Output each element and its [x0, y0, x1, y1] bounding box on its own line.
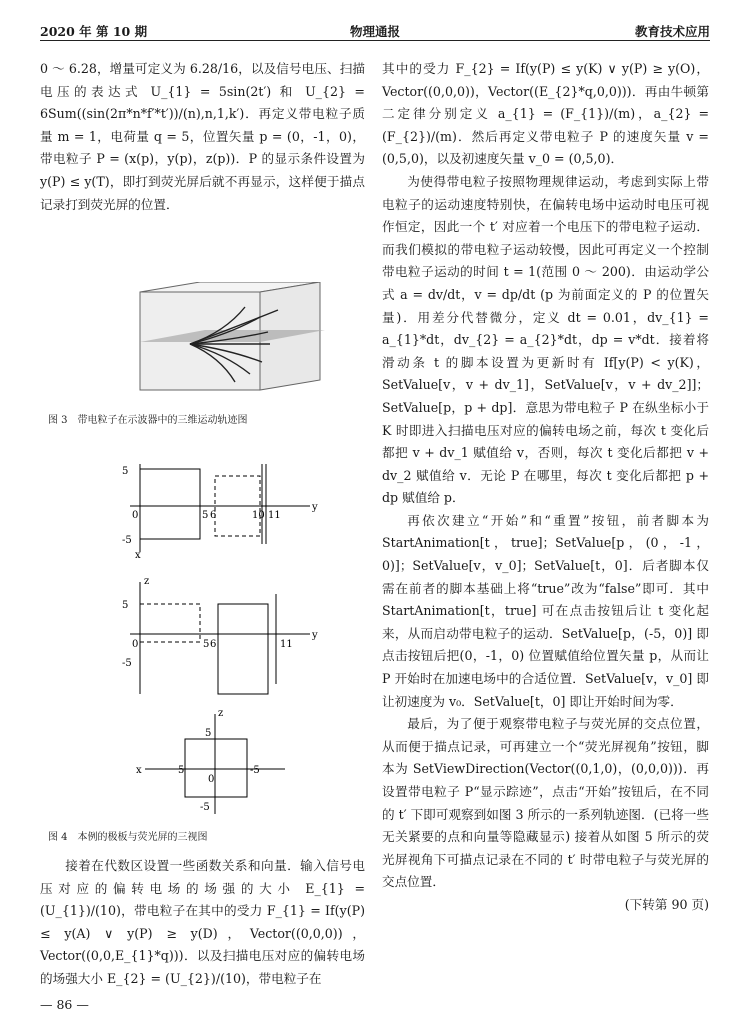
paragraph: 为使得带电粒子按照物理规律运动，考虑到实际上带电粒子的运动速度特别快，在偏转电场中运动时电压可视作恒定，因此一个 t′ 对应着一个电压下的带电粒子运动．而我们模拟的带电粒子运动较慢，因此可再定义一个控制带电粒子运动的时间 t = 1(范围 0 ～ 200)．由运动学公式 a = dv/dt，v = dp/dt (p 为前面定义的 P 的位置矢量)．用差分代替微分，定义 dt = 0.01，dv_{1} = a_{1}*dt，dv_{2} = a_{2}*dt，dp = v*dt．接着将滑动条 t 的脚本设置为更新时有 If[y(P) < y(K)，SetValue[v，v + dv_1]，SetValue[v，v + dv_2]]；SetValue[p，p + dp]．意思为带电粒子 P 在纵坐标小于 K 时即进入扫描电压对应的偏转电场之前，每次 t 变化后都把 v + dv_1 赋值给 v，否则，每次 t 变化后都把 v + dv_2 赋值给 v．无论 P 在哪里，每次 t 变化后都把 p + dp 赋值给 p．	[382, 173, 709, 506]
svg-text:-5: -5	[122, 535, 132, 546]
svg-text:z: z	[144, 576, 150, 587]
svg-text:x: x	[136, 765, 142, 776]
journal-issue: 2020 年 第 10 期	[40, 24, 148, 39]
svg-text:0: 0	[132, 510, 139, 521]
svg-text:5: 5	[122, 600, 129, 611]
side-view	[122, 576, 318, 694]
svg-text:y: y	[312, 502, 318, 513]
svg-text:0: 0	[208, 774, 215, 785]
svg-text:y: y	[312, 630, 318, 641]
figure-4-caption: 图 4 本例的极板与荧光屏的三视图	[48, 832, 208, 843]
oscilloscope-3d-trajectory	[40, 282, 365, 407]
top-view	[122, 464, 318, 561]
svg-text:x: x	[135, 550, 141, 561]
figure-4	[40, 444, 365, 849]
svg-text:11: 11	[280, 639, 293, 650]
right-column	[382, 58, 709, 917]
svg-text:11: 11	[268, 510, 281, 521]
svg-text:z: z	[218, 708, 224, 719]
svg-text:0: 0	[132, 639, 139, 650]
svg-text:-5: -5	[122, 658, 132, 669]
svg-text:6: 6	[210, 510, 217, 521]
svg-text:6: 6	[210, 639, 217, 650]
svg-text:5: 5	[203, 639, 210, 650]
svg-text:-5: -5	[200, 802, 210, 813]
paragraph: 0 ～ 6.28，增量可定义为 6.28/16，以及信号电压、扫描电压的表达式 U_{1} = 5sin(2t′) 和 U_{2} = 6Sum((sin(2π*n*f′*t′))/(n),n,1,k′)．再定义带电粒子质量 m = 1，电荷量 q = 5，位置矢量 p = (0，-1，0)，带电粒子 P = (x(p)，y(p)，z(p))．P 的显示条件设置为 y(P) ≤ y(T)，即打到荧光屏后就不再显示，这样便于描点记录打到荧光屏的位置．	[40, 61, 365, 212]
journal-title: 物理通报	[349, 24, 401, 39]
page-header	[40, 18, 710, 41]
svg-text:5: 5	[178, 765, 185, 776]
paragraph: 再依次建立“开始”和“重置”按钮，前者脚本为 StartAnimation[t，true]；SetValue[p，(0，-1，0)]；SetValue[v，v_0]；SetValue[t，0]．后者脚本仅需在前者的脚本基础上将“true”改为“false”即可．其中 StartAnimation[t，true] 可在点击按钮后让 t 变化起来，从而启动带电粒子的运动．SetValue[p，(-5，0)] 即点击按钮后把(0，-1，0) 位置赋值给位置矢量 p，从而让 P 开始时在加速电场中的合适位置．SetValue[v，v_0] 即让初速度为 v₀．SetValue[t，0] 即让开始时间为零．	[382, 512, 709, 709]
svg-text:-5: -5	[250, 765, 260, 776]
figure-3	[40, 282, 365, 426]
paragraph: 最后，为了便于观察带电粒子与荧光屏的交点位置，从而便于描点记录，可再建立一个“荧光屏视角”按钮，脚本为 SetViewDirection(Vector((0,1,0)，(0,0,0)))．再设置带电粒子 P“显示踪迹”，点击“开始”按钮后，在不同的 t′ 下即可观察到如图 3 所示的一系列轨迹图．(已将一些无关紧要的点和向量等隐藏显示) 接着从如图 5 所示的荧光屏视角下可描点记录在不同的 t′ 时带电粒子与荧光屏的交点位置．	[382, 716, 709, 890]
section-title: 教育技术应用	[634, 24, 710, 39]
paragraph: 接着在代数区设置一些函数关系和向量．输入信号电压对应的偏转电场的场强的大小 E_{1} = (U_{1})/(10)，带电粒子在其中的受力 F_{1} = If(y(P) ≤ y(A) ∨ y(P) ≥ y(D)，Vector((0,0,0))，Vector((0,0,E_{1}*q)))．以及扫描电压对应的偏转电场的场强大小 E_{2} = (U_{2})/(10)，带电粒子在	[40, 858, 365, 986]
figure-3-caption: 图 3 带电粒子在示波器中的三维运动轨迹图	[48, 415, 248, 426]
paragraph: 其中的受力 F_{2} = If(y(P) ≤ y(K) ∨ y(P) ≥ y(O)，Vector((0,0,0))，Vector((E_{2}*q,0,0)))．再由牛顿第二定律分别定义 a_{1} = (F_{1})/(m)，a_{2} = (F_{2})/(m)．然后再定义带电粒子 P 的速度矢量 v = (0,5,0)，以及初速度矢量 v_0 = (0,5,0)．	[382, 61, 709, 167]
svg-text:10: 10	[252, 510, 265, 521]
svg-text:5: 5	[122, 466, 129, 477]
front-view	[136, 708, 285, 814]
page-number: — 86 —	[40, 997, 89, 1012]
svg-text:5: 5	[205, 728, 212, 739]
three-view-diagram	[40, 444, 365, 824]
continued-note: (下转第 90 页)	[624, 896, 709, 912]
svg-text:5: 5	[202, 510, 209, 521]
left-column-bottom	[40, 855, 365, 991]
left-column-top	[40, 58, 365, 216]
